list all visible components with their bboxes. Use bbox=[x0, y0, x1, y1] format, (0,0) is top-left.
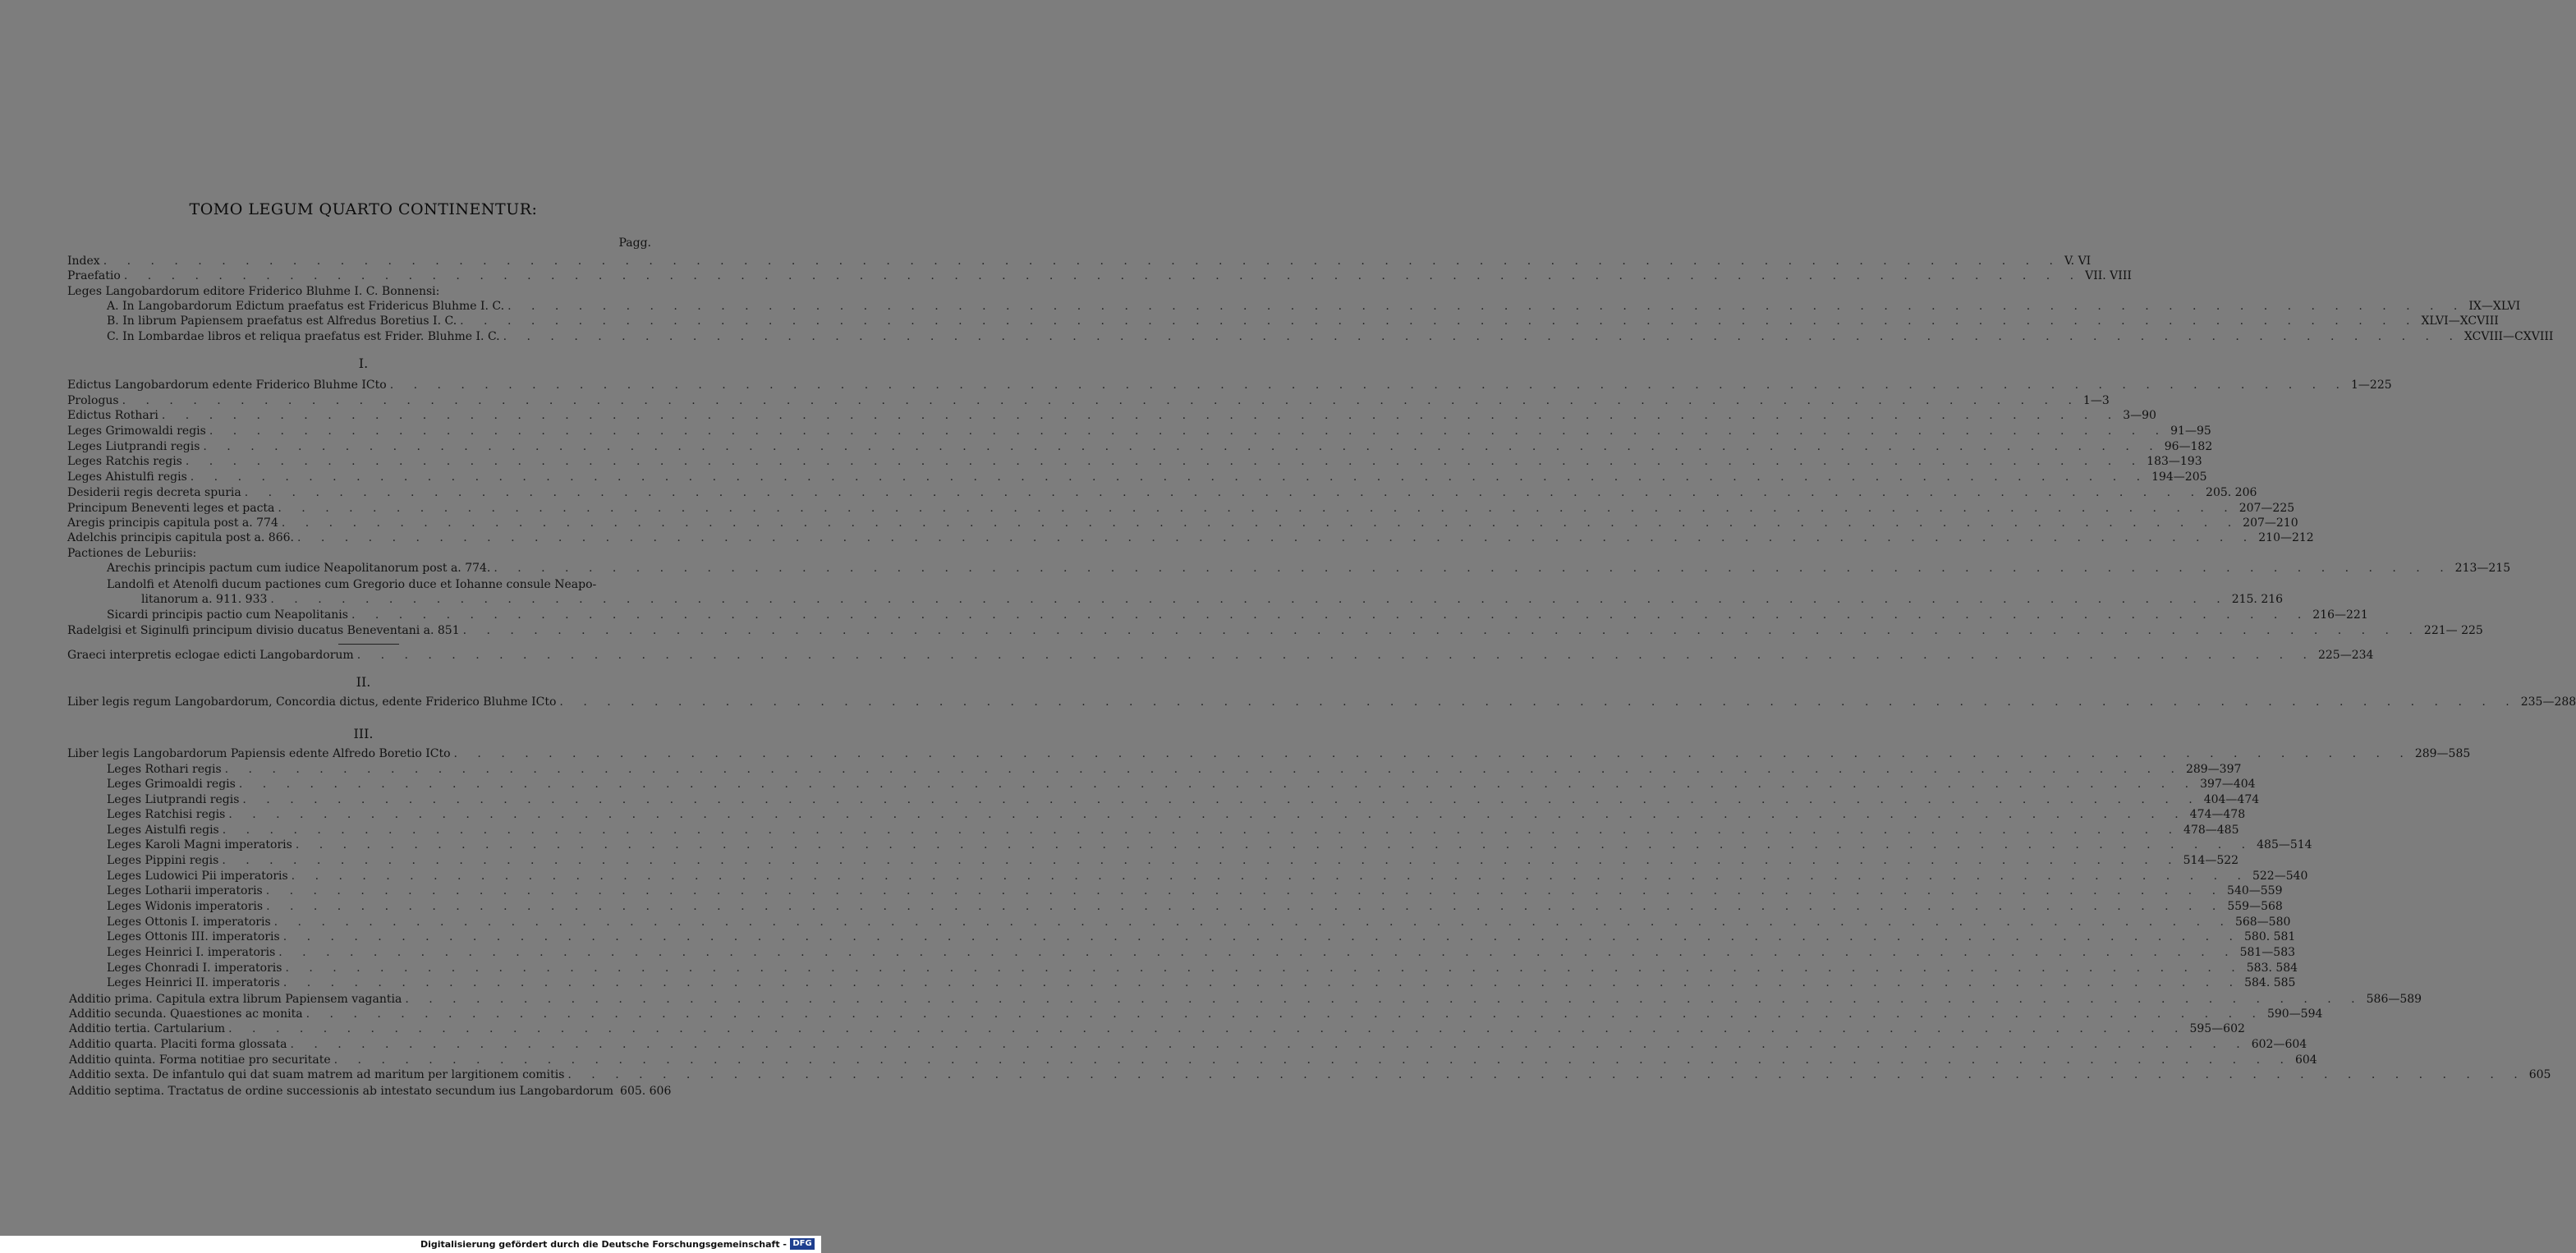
leader-dots bbox=[266, 899, 2224, 914]
leader-dots bbox=[203, 439, 2160, 454]
leader-dots bbox=[266, 884, 2224, 898]
leader-dots bbox=[567, 1067, 2525, 1082]
toc-entry-title: Leges Ottonis I. imperatoris bbox=[107, 916, 271, 929]
toc-entry-page: 207—225 bbox=[2239, 502, 2295, 515]
toc-entry-title: Leges Widonis imperatoris bbox=[107, 900, 264, 913]
toc-entry-title: Liber legis Langobardorum Papiensis edente Alfredo Boretio ICto bbox=[67, 747, 451, 760]
toc-entry-title: Praefatio bbox=[67, 269, 121, 282]
toc-entry bbox=[69, 1084, 672, 1099]
leader-dots bbox=[283, 929, 2241, 944]
divider-rule bbox=[338, 644, 399, 645]
leader-dots bbox=[162, 408, 2119, 423]
toc-entry bbox=[67, 439, 2213, 454]
toc-entry bbox=[67, 424, 2211, 438]
toc-entry bbox=[107, 577, 653, 592]
toc-entry-title: Leges Rothari regis bbox=[107, 763, 222, 776]
toc-entry-page: 183—193 bbox=[2147, 455, 2202, 468]
toc-entry bbox=[67, 254, 2092, 268]
toc-entry-title: Edictus Rothari bbox=[67, 409, 158, 422]
toc-entry-title: Leges Ottonis III. imperatoris bbox=[107, 930, 280, 943]
leader-dots bbox=[124, 268, 2082, 283]
toc-entry-title: Leges Lotharii imperatoris bbox=[107, 884, 263, 897]
toc-entry-title: Additio prima. Capitula extra librum Papiensem vagantia bbox=[69, 993, 402, 1006]
leader-dots bbox=[222, 853, 2179, 868]
toc-entry bbox=[107, 329, 2554, 344]
leader-dots bbox=[390, 378, 2348, 392]
toc-entry-page: 581—583 bbox=[2239, 946, 2296, 959]
toc-entry-page: 604 bbox=[2294, 1053, 2317, 1067]
page-title: TOMO LEGUM QUARTO CONTINENTUR: bbox=[189, 200, 538, 218]
toc-entry bbox=[69, 1067, 2551, 1082]
toc-entry-page: 221— 225 bbox=[2423, 624, 2483, 637]
toc-entry-title: Leges Aistulfi regis bbox=[107, 824, 219, 837]
toc-entry bbox=[67, 393, 2110, 408]
leader-dots bbox=[282, 516, 2239, 530]
toc-entry-title: Index bbox=[67, 255, 100, 268]
toc-entry bbox=[107, 869, 2308, 884]
toc-entry bbox=[67, 268, 2132, 283]
leader-dots bbox=[239, 777, 2197, 792]
toc-entry bbox=[107, 975, 2296, 990]
toc-entry-title: litanorum a. 911. 933 bbox=[141, 593, 268, 606]
toc-entry-page: 1—225 bbox=[2351, 379, 2392, 392]
toc-entry-page: 213—215 bbox=[2454, 562, 2511, 575]
toc-entry bbox=[69, 1021, 2245, 1036]
toc-entry bbox=[107, 853, 2239, 868]
leader-dots bbox=[103, 254, 2061, 268]
toc-entry-title: Liber legis regum Langobardorum, Concordia dictus, edente Friderico Bluhme ICto bbox=[67, 695, 557, 709]
leader-dots bbox=[357, 648, 2315, 663]
toc-entry-page: 215. 216 bbox=[2231, 593, 2284, 606]
toc-entry bbox=[107, 807, 2246, 822]
leader-dots bbox=[296, 838, 2253, 852]
toc-entry-page: 289—585 bbox=[2414, 747, 2471, 760]
toc-entry bbox=[67, 454, 2202, 469]
toc-entry bbox=[67, 695, 2576, 709]
toc-entry bbox=[67, 546, 653, 561]
toc-entry bbox=[107, 838, 2312, 852]
toc-entry bbox=[67, 378, 2392, 392]
toc-entry bbox=[107, 899, 2283, 914]
toc-entry-title: Leges Grimowaldi regis bbox=[67, 425, 206, 438]
toc-entry-title: Additio quarta. Placiti forma glossata bbox=[69, 1038, 287, 1051]
toc-entry-title: Leges Grimoaldi regis bbox=[107, 778, 236, 791]
toc-entry-title: Additio quinta. Forma notitiae pro securitate bbox=[69, 1053, 331, 1067]
toc-entry bbox=[107, 961, 2298, 975]
toc-entry-page: 210—212 bbox=[2258, 531, 2314, 544]
toc-entry-title: Graeci interpretis eclogae edicti Langobardorum bbox=[67, 649, 354, 662]
toc-entry-title: Radelgisi et Siginulfi principum divisio ducatus Beneventani a. 851 bbox=[67, 624, 460, 637]
leader-dots bbox=[334, 1053, 2292, 1067]
toc-entry-title: Edictus Langobardorum edente Friderico Bluhme ICto bbox=[67, 379, 387, 392]
toc-entry-page: 205. 206 bbox=[2206, 486, 2257, 499]
leader-dots bbox=[274, 915, 2232, 929]
toc-entry bbox=[67, 530, 2314, 545]
toc-entry-page: VII. VIII bbox=[2085, 269, 2132, 282]
leader-dots bbox=[494, 561, 2451, 576]
toc-entry-title: Arechis principis pactum cum iudice Neapolitanorum post a. 774. bbox=[107, 562, 491, 575]
toc-entry-page: 194—205 bbox=[2151, 470, 2207, 484]
toc-entry-page: 559—568 bbox=[2227, 900, 2283, 913]
toc-entry-title: Desiderii regis decreta spuria bbox=[67, 486, 241, 499]
toc-entry bbox=[107, 929, 2296, 944]
toc-entry-title: Leges Liutprandi regis bbox=[67, 440, 200, 453]
toc-entry-title: Sicardi principis pactio cum Neapolitanis bbox=[107, 608, 348, 622]
toc-entry-page: 590—594 bbox=[2266, 1007, 2323, 1021]
leader-dots bbox=[225, 762, 2183, 777]
section-heading-1: I. bbox=[358, 356, 369, 371]
toc-entry-title: Leges Heinrici I. imperatoris bbox=[107, 946, 276, 959]
toc-entry-title: Leges Ludowici Pii imperatoris bbox=[107, 870, 288, 883]
toc-entry-title: Leges Ahistulfi regis bbox=[67, 470, 187, 484]
toc-entry-page: 580. 581 bbox=[2244, 930, 2296, 943]
leader-dots bbox=[278, 945, 2236, 960]
footer-bar bbox=[0, 1236, 821, 1253]
toc-entry-page: 586—589 bbox=[2366, 993, 2422, 1006]
toc-entry bbox=[107, 777, 2256, 792]
toc-entry bbox=[107, 762, 2242, 777]
toc-entry bbox=[67, 516, 2298, 530]
toc-entry-title: Principum Beneventi leges et pacta bbox=[67, 502, 275, 515]
toc-entry bbox=[69, 1053, 2317, 1067]
toc-entry-title: Leges Langobardorum editore Friderico Bluhme I. C. Bonnensi: bbox=[67, 285, 440, 298]
toc-entry-page: 485—514 bbox=[2257, 838, 2312, 851]
toc-entry bbox=[107, 299, 2521, 314]
toc-entry bbox=[107, 561, 2511, 576]
toc-entry-page: 478—485 bbox=[2183, 824, 2239, 837]
leader-dots bbox=[306, 1007, 2264, 1021]
leader-dots bbox=[245, 485, 2202, 500]
leader-dots bbox=[242, 792, 2200, 807]
toc-entry-title: A. In Langobardorum Edictum praefatus est Fridericus Bluhme I. C. bbox=[107, 300, 505, 313]
toc-entry-page: 602—604 bbox=[2251, 1038, 2307, 1051]
leader-dots bbox=[460, 314, 2418, 328]
leader-dots bbox=[122, 393, 2080, 408]
section-heading-3: III. bbox=[353, 726, 374, 741]
leader-dots bbox=[297, 530, 2255, 545]
toc-entry-page: 595—602 bbox=[2189, 1022, 2245, 1035]
toc-entry bbox=[107, 314, 2499, 328]
toc-entry bbox=[107, 792, 2260, 807]
toc-entry bbox=[107, 884, 2283, 898]
toc-entry bbox=[67, 623, 2483, 638]
toc-entry-page: 522—540 bbox=[2252, 870, 2308, 883]
toc-entry-title: Additio tertia. Cartularium bbox=[69, 1022, 226, 1035]
leader-dots bbox=[186, 454, 2143, 469]
toc-entry-page: 3—90 bbox=[2123, 409, 2156, 422]
leader-dots bbox=[270, 592, 2228, 607]
dfg-logo-icon: DFG bbox=[790, 1238, 815, 1250]
toc-entry bbox=[69, 1007, 2323, 1021]
leader-dots bbox=[290, 1037, 2248, 1052]
toc-entry-title: B. In librum Papiensem praefatus est Alfredus Boretius I. C. bbox=[107, 314, 457, 328]
leader-dots bbox=[351, 608, 2309, 622]
toc-entry-title: C. In Lombardae libros et reliqua praefatus est Frider. Bluhme I. C. bbox=[107, 330, 500, 343]
toc-entry-page: 605 bbox=[2528, 1068, 2551, 1081]
toc-entry-title: Additio sexta. De infantulo qui dat suam matrem ad maritum per largitionem comitis bbox=[69, 1068, 565, 1081]
toc-entry bbox=[69, 1037, 2307, 1052]
toc-entry-page: 583. 584 bbox=[2246, 962, 2298, 975]
leader-dots bbox=[454, 746, 2412, 761]
toc-entry bbox=[67, 284, 651, 299]
toc-entry-page: 404—474 bbox=[2203, 793, 2260, 806]
toc-entry-page: IX—XLVI bbox=[2468, 300, 2521, 313]
toc-entry-title: Leges Liutprandi regis bbox=[107, 793, 240, 806]
toc-entry-page: 207—210 bbox=[2243, 516, 2298, 530]
toc-entry bbox=[107, 823, 2239, 838]
toc-entry-page: 514—522 bbox=[2183, 854, 2239, 867]
toc-entry-title: Leges Chonradi I. imperatoris bbox=[107, 962, 282, 975]
toc-entry-page: 91—95 bbox=[2170, 425, 2211, 438]
toc-entry bbox=[107, 915, 2291, 929]
toc-entry-page: 568—580 bbox=[2234, 916, 2291, 929]
toc-entry-title: Prologus bbox=[67, 394, 119, 407]
pagg-header: Pagg. bbox=[618, 236, 651, 250]
leader-dots bbox=[228, 807, 2186, 822]
toc-entry-page: 474—478 bbox=[2189, 808, 2246, 821]
toc-entry-page: 540—559 bbox=[2227, 884, 2283, 897]
toc-entry-title: Leges Karoli Magni imperatoris bbox=[107, 838, 292, 851]
toc-entry bbox=[141, 592, 2284, 607]
leader-dots bbox=[191, 470, 2148, 484]
toc-entry-page: 235—288 bbox=[2520, 695, 2576, 709]
toc-entry-title: Adelchis principis capitula post a. 866. bbox=[67, 531, 294, 544]
toc-entry-title: Leges Ratchis regis bbox=[67, 455, 182, 468]
toc-entry bbox=[67, 746, 2471, 761]
leader-dots bbox=[405, 992, 2362, 1007]
toc-entry-page: 584. 585 bbox=[2244, 976, 2296, 989]
leader-dots bbox=[278, 501, 2235, 516]
toc-entry-title: Leges Pippini regis bbox=[107, 854, 219, 867]
toc-entry bbox=[69, 992, 2422, 1007]
toc-entry-page: V. VI bbox=[2064, 255, 2092, 268]
toc-entry-page: 605. 606 bbox=[620, 1085, 672, 1098]
toc-entry bbox=[67, 485, 2257, 500]
toc-entry-page: 397—404 bbox=[2200, 778, 2256, 791]
leader-dots bbox=[285, 961, 2243, 975]
toc-entry-title: Leges Heinrici II. imperatoris bbox=[107, 976, 280, 989]
leader-dots bbox=[223, 823, 2180, 838]
leader-dots bbox=[209, 424, 2167, 438]
toc-entry-title: Leges Ratchisi regis bbox=[107, 808, 226, 821]
leader-dots bbox=[292, 869, 2249, 884]
leader-dots bbox=[559, 695, 2517, 709]
toc-entry bbox=[107, 945, 2296, 960]
leader-dots bbox=[463, 623, 2421, 638]
toc-entry-page: 289—397 bbox=[2185, 763, 2242, 776]
toc-entry-title: Additio secunda. Quaestiones ac monita bbox=[69, 1007, 303, 1021]
toc-entry-title: Aregis principis capitula post a. 774 bbox=[67, 516, 278, 530]
toc-entry bbox=[67, 501, 2295, 516]
toc-entry-page: 225—234 bbox=[2317, 649, 2374, 662]
leader-dots bbox=[503, 329, 2461, 344]
leader-dots bbox=[283, 975, 2241, 990]
toc-entry-title: Pactiones de Leburiis: bbox=[67, 547, 197, 560]
toc-entry-page: 1—3 bbox=[2082, 394, 2110, 407]
toc-entry-page: 96—182 bbox=[2164, 440, 2213, 453]
toc-entry bbox=[67, 470, 2207, 484]
toc-entry-page: 216—221 bbox=[2312, 608, 2368, 622]
leader-dots bbox=[228, 1021, 2186, 1036]
toc-entry-title: Landolfi et Atenolfi ducum pactiones cum Gregorio duce et Iohanne consule Neapo- bbox=[107, 578, 597, 591]
section-heading-2: II. bbox=[356, 674, 371, 690]
toc-entry-page: XLVI—XCVIII bbox=[2421, 314, 2499, 328]
toc-entry bbox=[107, 608, 2368, 622]
toc-entry bbox=[67, 648, 2374, 663]
footer-text: Digitalisierung gefördert durch die Deutsche Forschungsgemeinschaft - bbox=[420, 1239, 787, 1250]
leader-dots bbox=[507, 299, 2465, 314]
toc-entry-page: XCVIII—CXVIII bbox=[2464, 330, 2554, 343]
toc-entry bbox=[67, 408, 2156, 423]
toc-entry-title: Additio septima. Tractatus de ordine successionis ab intestato secundum ius Langobardorum bbox=[69, 1085, 614, 1098]
